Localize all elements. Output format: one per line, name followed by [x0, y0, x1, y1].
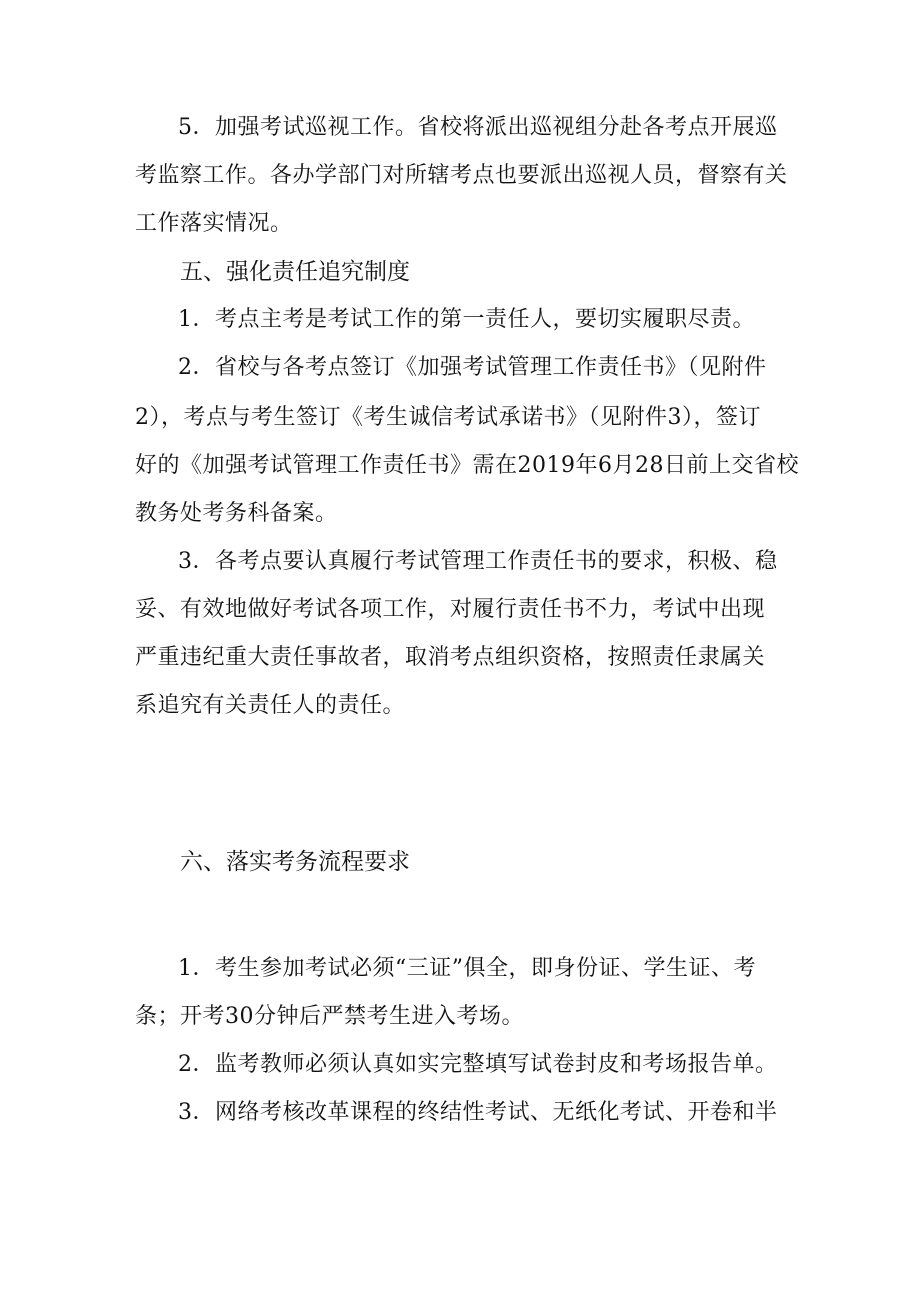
list-item-line: 教务处考务科备案。: [135, 501, 338, 526]
paragraph-line: 5．加强考试巡视工作。省校将派出巡视组分赴各考点开展巡: [178, 115, 778, 140]
paragraph-line: 考监察工作。各办学部门对所辖考点也要派出巡视人员，督察有关: [135, 163, 788, 188]
list-item-line: 条；开考30分钟后严禁考生进入考场。: [135, 1004, 524, 1029]
list-item-line: 严重违纪重大责任事故者，取消考点组织资格，按照责任隶属关: [135, 645, 766, 670]
section-heading: 六、落实考务流程要求: [180, 849, 410, 875]
list-item-line: 系追究有关责任人的责任。: [135, 693, 406, 718]
list-item-line: 2．监考教师必须认真如实完整填写试卷封皮和考场报告单。: [178, 1052, 778, 1077]
list-item-line: 1．考生参加考试必须“三证”俱全，即身份证、学生证、考: [178, 956, 756, 981]
list-item-line: 3．各考点要认真履行考试管理工作责任书的要求，积极、稳: [178, 549, 778, 574]
paragraph-line: 工作落实情况。: [135, 211, 293, 236]
list-item-line: 好的《加强考试管理工作责任书》需在2019年6月28日前上交省校: [135, 453, 799, 478]
list-item-line: 3．网络考核改革课程的终结性考试、无纸化考试、开卷和半: [178, 1100, 778, 1125]
section-heading: 五、强化责任追究制度: [180, 259, 410, 285]
list-item-line: 1．考点主考是考试工作的第一责任人，要切实履职尽责。: [178, 307, 755, 332]
list-item-line: 2．省校与各考点签订《加强考试管理工作责任书》（见附件: [178, 355, 767, 380]
list-item-line: 妥、有效地做好考试各项工作，对履行责任书不力，考试中出现: [135, 597, 766, 622]
list-item-line: 2），考点与考生签订《考生诚信考试承诺书》（见附件3），签订: [135, 405, 761, 430]
